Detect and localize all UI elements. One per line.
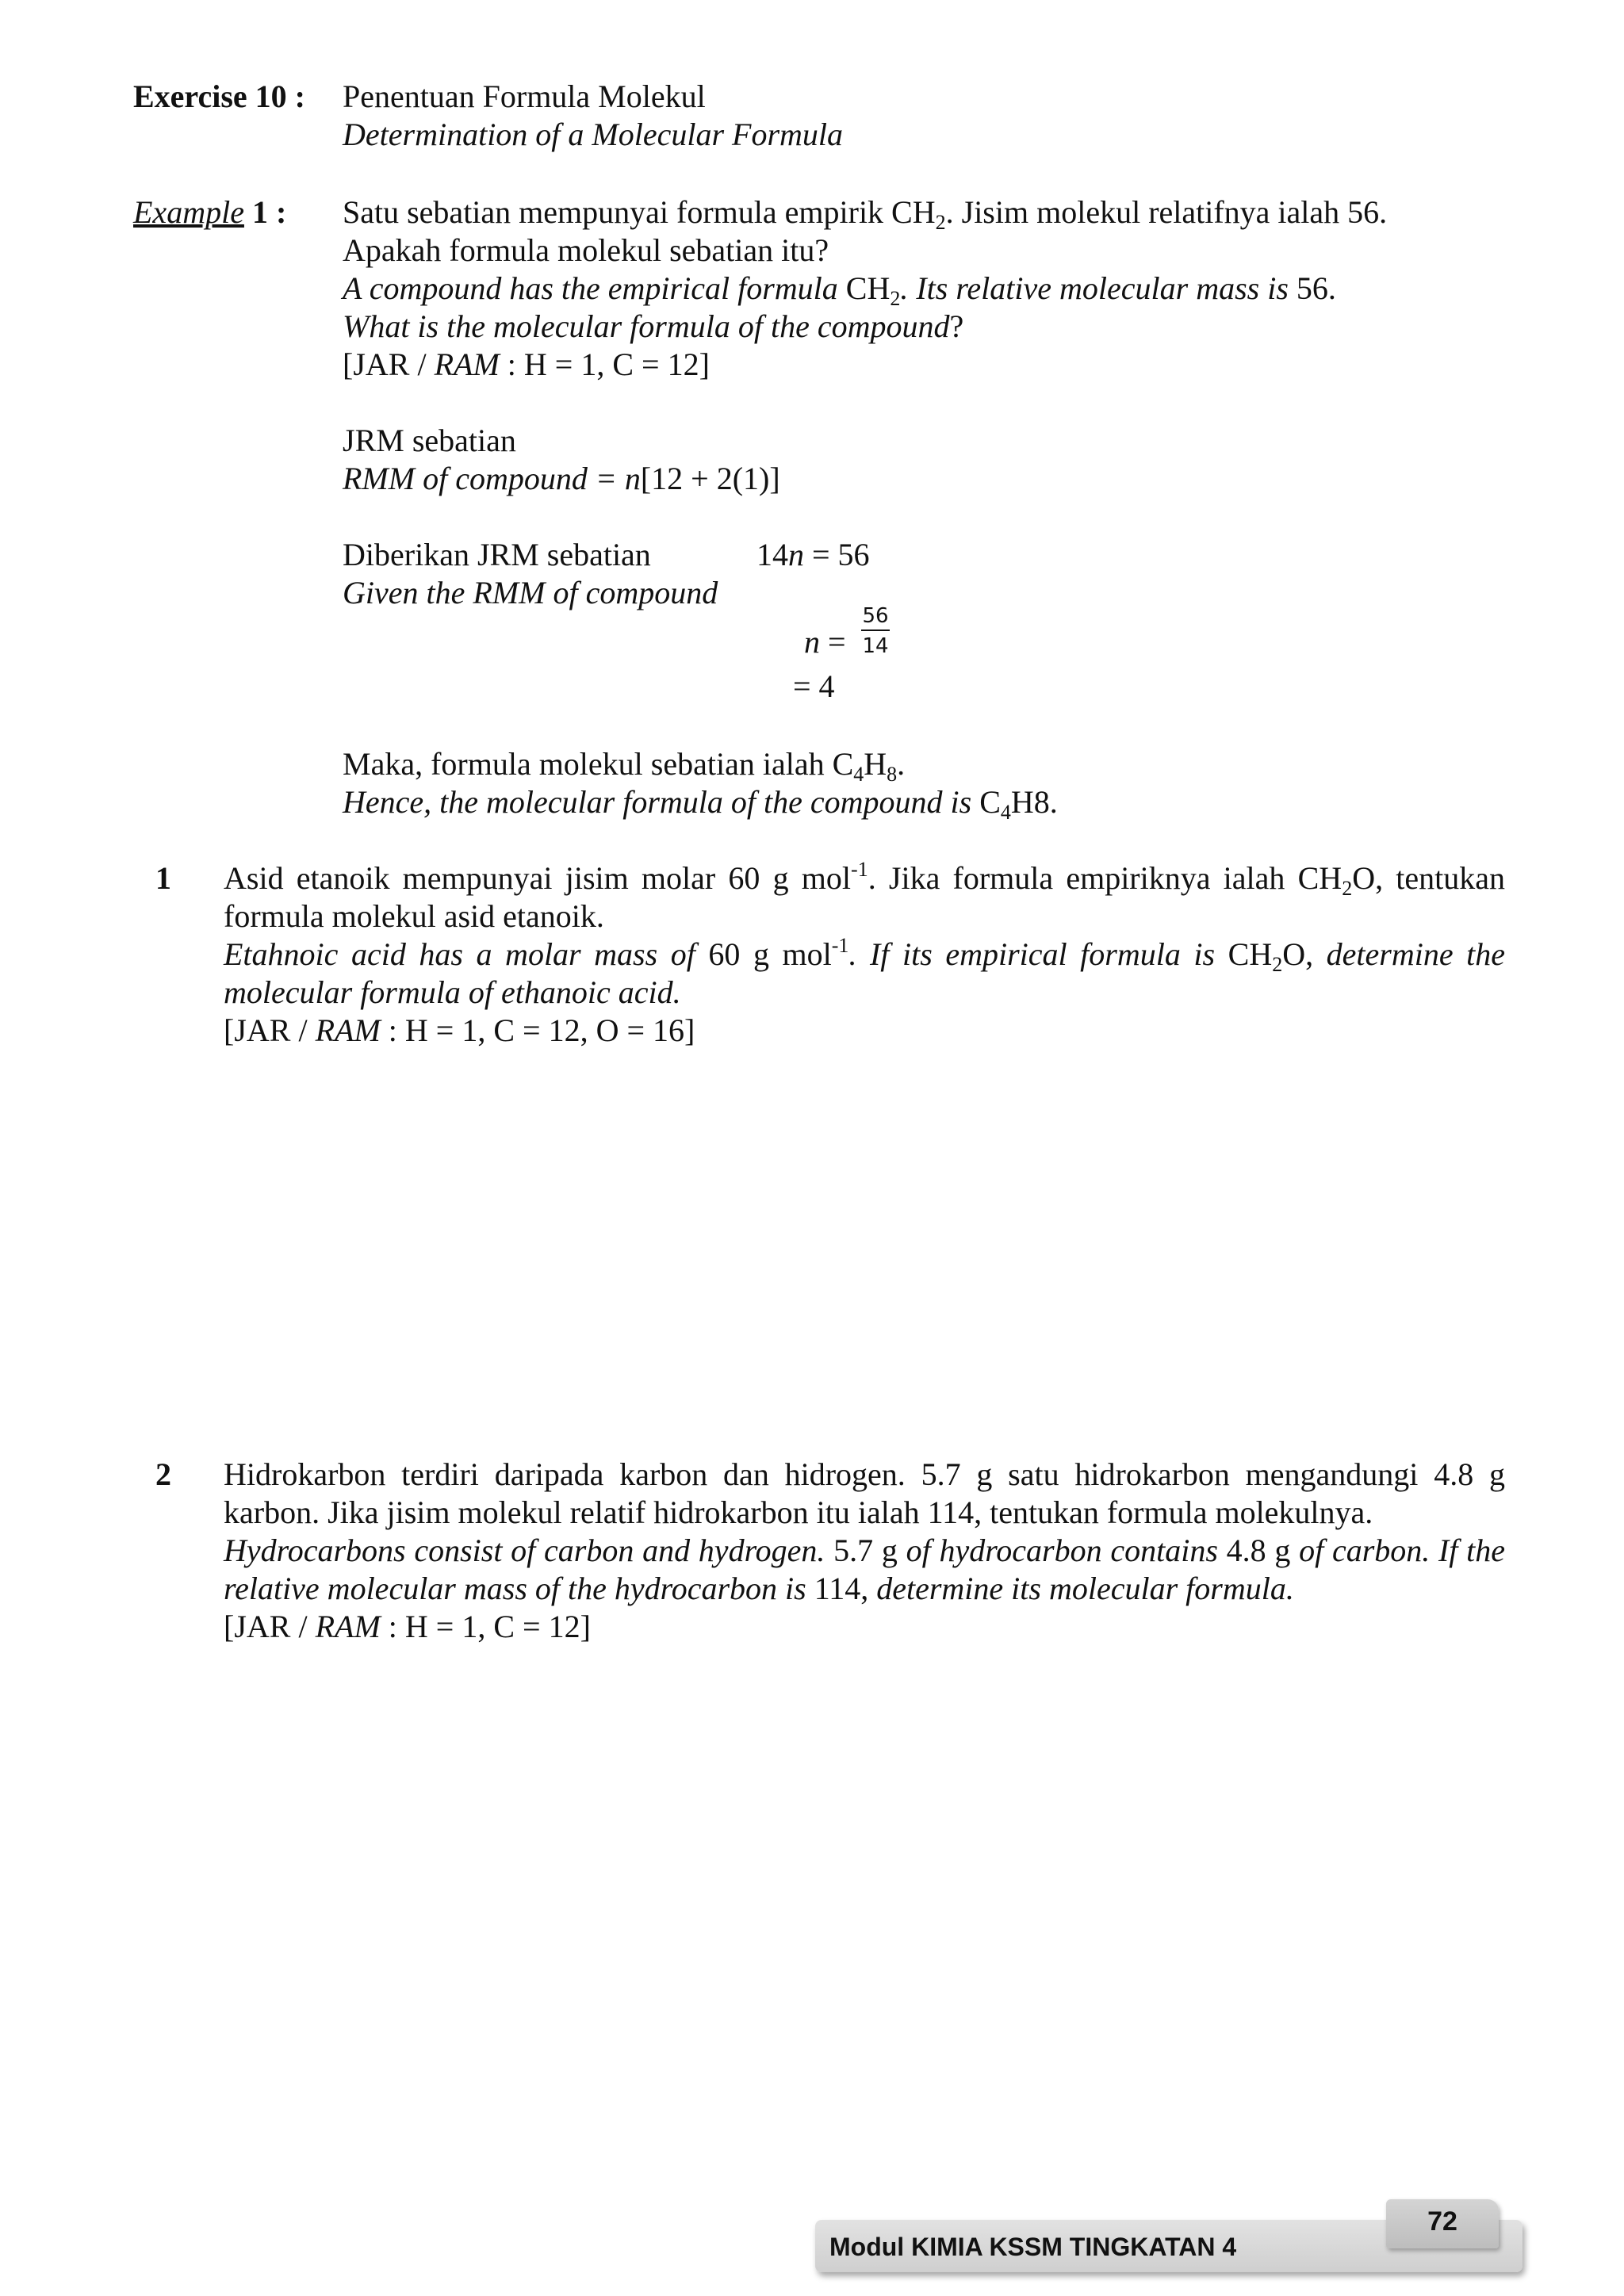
- text-segment: Etahnoic acid has a molar mass of: [224, 936, 709, 972]
- text-segment: 114,: [814, 1571, 877, 1606]
- text-segment: 14: [756, 537, 788, 572]
- example-word: Example: [133, 194, 244, 230]
- text-segment: [JAR /: [343, 346, 435, 382]
- example-given-en: Given the RMM of compound: [343, 575, 718, 610]
- example-equation-1: [756, 536, 870, 574]
- subscript: 8: [887, 763, 898, 786]
- text-segment: n: [788, 537, 804, 572]
- text-segment: [JAR /: [224, 1609, 316, 1644]
- example-jrm-ms: JRM sebatian: [343, 423, 516, 458]
- text-segment: of carbon. If the relative molecular mass of the hydrocarbon is: [224, 1533, 1506, 1606]
- text-segment: : H = 1, C = 12]: [499, 346, 710, 382]
- text-segment: . If its empirical formula is: [848, 936, 1228, 972]
- subscript: 2: [1272, 953, 1283, 976]
- question-2-ram: [224, 1608, 591, 1646]
- text-segment: O, tentukan formula molekul asid etanoik.: [224, 860, 1505, 934]
- text-segment: determine the molecular formula of ethanoic acid.: [224, 936, 1506, 1010]
- example-hence-en: [343, 783, 1058, 824]
- text-segment: A compound has the empirical formula: [343, 270, 846, 306]
- text-segment: RMM of compound = n: [343, 461, 641, 496]
- text-segment: RAM: [434, 346, 500, 382]
- example-question-ms-line2: Apakah formula molekul sebatian itu?: [343, 232, 829, 268]
- superscript: -1: [851, 858, 868, 881]
- question-2-text-ms: Hidrokarbon terdiri daripada karbon dan hidrogen. 5.7 g satu hidrokarbon mengandungi 4.8 g karbon. Jika jisim molekul relatif hidrokarbon itu ialah 114, tentukan formula molekulnya.: [224, 1456, 1505, 1530]
- text-segment: Hence, the molecular formula of the compound is: [343, 784, 980, 820]
- example-question-ms-line1: [343, 193, 1387, 232]
- text-segment: C: [979, 784, 1001, 820]
- question-2-text-en: [224, 1532, 1505, 1608]
- text-segment: . Jisim molekul relatifnya ialah 56.: [945, 194, 1388, 230]
- fraction-denominator: 14: [862, 634, 889, 658]
- example-rmm-en: [343, 460, 780, 498]
- example-question-en-line2: [343, 308, 963, 346]
- text-segment: CH: [1228, 936, 1273, 972]
- text-segment: Asid etanoik mempunyai jisim molar 60 g mol: [224, 860, 852, 896]
- page-number: 72: [1427, 2206, 1457, 2237]
- text-segment: 5.7 g: [833, 1533, 906, 1568]
- example-equation-2: [804, 623, 846, 661]
- example-given-ms: Diberikan JRM sebatian: [343, 537, 651, 572]
- superscript: -1: [831, 934, 849, 957]
- text-segment: ?: [949, 308, 964, 344]
- text-segment: : H = 1, C = 12]: [380, 1609, 591, 1644]
- example-ram: [343, 346, 710, 384]
- text-segment: RAM: [315, 1609, 381, 1644]
- subscript: 4: [853, 763, 864, 786]
- text-segment: CH: [845, 270, 891, 306]
- example-hence-ms: [343, 745, 906, 786]
- exercise-label: Exercise 10 :: [133, 78, 305, 114]
- text-segment: 56.: [1296, 270, 1336, 306]
- question-2-number: 2: [155, 1456, 171, 1492]
- text-segment: 60 g mol: [708, 936, 832, 972]
- text-segment: = 56: [804, 537, 870, 572]
- subscript: 4: [1000, 801, 1011, 824]
- text-segment: H8.: [1010, 784, 1058, 820]
- question-1-text-ms: [224, 859, 1505, 936]
- text-segment: H: [864, 746, 887, 782]
- text-segment: What is the molecular formula of the compound: [343, 308, 950, 344]
- text-segment: Satu sebatian mempunyai formula empirik CH: [343, 194, 936, 230]
- subscript: 2: [890, 287, 901, 310]
- text-segment: Hydrocarbons consist of carbon and hydrogen.: [224, 1533, 834, 1568]
- question-1-text-en: [224, 936, 1505, 1012]
- example-question-en-line1: [343, 270, 1336, 308]
- example-number: 1 :: [251, 194, 287, 230]
- text-segment: [12 + 2(1)]: [640, 461, 780, 496]
- text-segment: [JAR /: [224, 1012, 316, 1048]
- text-segment: n: [804, 624, 820, 660]
- text-segment: : H = 1, C = 12, O = 16]: [380, 1012, 695, 1048]
- text-segment: . Jika formula empiriknya ialah CH: [868, 860, 1342, 896]
- question-1-number: 1: [155, 860, 171, 896]
- exercise-title-ms: Penentuan Formula Molekul: [343, 78, 706, 114]
- example-label: [133, 193, 286, 232]
- question-1-ram: [224, 1012, 695, 1050]
- text-segment: 4.8 g: [1226, 1533, 1300, 1568]
- exercise-title-en: Determination of a Molecular Formula: [343, 117, 844, 152]
- example-equation-3: = 4: [793, 668, 835, 704]
- fraction-numerator: 56: [861, 604, 890, 631]
- text-segment: =: [820, 624, 846, 660]
- text-segment: .: [897, 746, 906, 782]
- text-segment: of hydrocarbon contains: [906, 1533, 1227, 1568]
- footer-module-label: Modul KIMIA KSSM TINGKATAN 4: [829, 2233, 1237, 2261]
- fraction-56-over-14: [861, 604, 890, 658]
- text-segment: . Its relative molecular mass is: [900, 270, 1297, 306]
- subscript: 2: [1342, 877, 1353, 900]
- subscript: 2: [935, 211, 946, 234]
- text-segment: O,: [1282, 936, 1327, 972]
- text-segment: determine its molecular formula.: [876, 1571, 1294, 1606]
- text-segment: RAM: [315, 1012, 381, 1048]
- text-segment: Maka, formula molekul sebatian ialah C: [343, 746, 854, 782]
